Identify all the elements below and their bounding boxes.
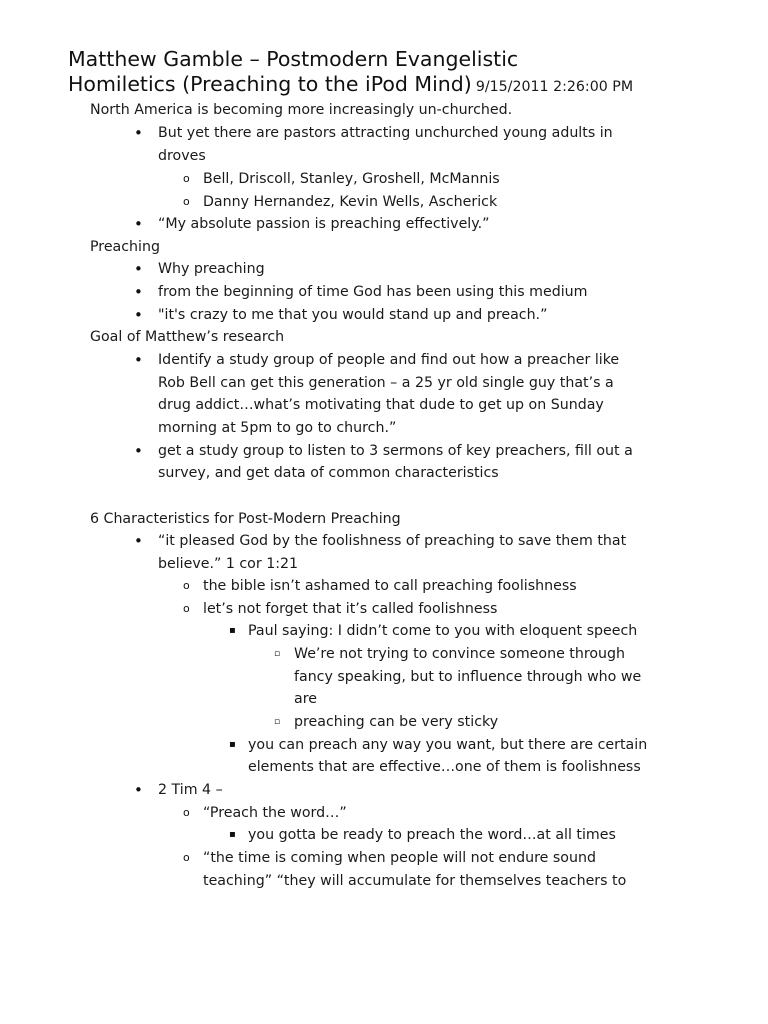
bullet-disc: • [134,124,143,142]
list-item-text: We’re not trying to convince someone through [294,646,626,662]
bullet-disc: • [134,351,143,369]
list-item-text: from the beginning of time God has been using this medium [158,284,588,300]
bullet-square: ▪ [229,829,236,840]
bullet-circle: o [183,195,190,208]
document-title-text: Homiletics (Preaching to the iPod Mind) [68,72,472,96]
list-item-text: Bell, Driscoll, Stanley, Groshell, McMannis [203,171,500,187]
list-item-text: Rob Bell can get this generation – a 25 yr old single guy that’s a [158,375,614,391]
bullet-square-outline: ▫ [274,717,281,727]
list-item-text: drug addict…what’s motivating that dude to get up on Sunday [158,397,604,413]
list-item-text: get a study group to listen to 3 sermons of key preachers, fill out a [158,443,633,459]
list-item-text: “Preach the word…” [203,805,347,821]
list-item-text: believe.” 1 cor 1:21 [158,556,299,572]
bullet-circle: o [183,806,190,819]
bullet-disc: • [134,442,143,460]
list-item-text: you gotta be ready to preach the word…at all times [248,827,616,843]
bullet-disc: • [134,306,143,324]
list-item-text: Danny Hernandez, Kevin Wells, Ascherick [203,194,498,210]
document-timestamp: 9/15/2011 2:26:00 PM [475,79,634,95]
bullet-square-outline: ▫ [274,649,281,659]
bullet-disc: • [134,260,143,278]
bullet-circle: o [183,602,190,615]
list-item-text: are [294,691,317,707]
section-heading: Preaching [90,239,160,255]
bullet-circle: o [183,172,190,185]
document-title-line-1: Matthew Gamble – Postmodern Evangelistic [68,47,519,71]
list-item-text: morning at 5pm to go to church.” [158,420,397,436]
bullet-circle: o [183,579,190,592]
list-item-text: preaching can be very sticky [294,714,499,730]
list-item-text: droves [158,148,206,164]
list-item-text: “My absolute passion is preaching effectively.” [158,216,490,232]
list-item-text: teaching” “they will accumulate for themselves teachers to [203,873,627,889]
list-item-text: elements that are effective…one of them is foolishness [248,759,641,775]
section-heading: Goal of Matthew’s research [90,329,285,345]
bullet-disc: • [134,215,143,233]
list-item-text: let’s not forget that it’s called foolishness [203,601,498,617]
bullet-disc: • [134,283,143,301]
section-heading: North America is becoming more increasingly un-churched. [90,102,513,118]
list-item-text: Why preaching [158,261,265,277]
list-item-text: survey, and get data of common characteristics [158,465,499,481]
list-item-text: "it's crazy to me that you would stand up and preach.” [158,307,548,323]
document-title-line-2 [68,72,633,99]
list-item-text: you can preach any way you want, but there are certain [248,737,648,753]
bullet-disc: • [134,532,143,550]
section-heading: 6 Characteristics for Post-Modern Preaching [90,511,401,527]
list-item-text: But yet there are pastors attracting unchurched young adults in [158,125,613,141]
bullet-square: ▪ [229,739,236,750]
list-item-text: 2 Tim 4 – [158,782,223,798]
list-item-text: “the time is coming when people will not endure sound [203,850,596,866]
list-item-text: the bible isn’t ashamed to call preaching foolishness [203,578,577,594]
list-item-text: Identify a study group of people and find out how a preacher like [158,352,620,368]
list-item-text: “it pleased God by the foolishness of preaching to save them that [158,533,627,549]
bullet-circle: o [183,851,190,864]
list-item-text: Paul saying: I didn’t come to you with eloquent speech [248,623,638,639]
bullet-disc: • [134,781,143,799]
list-item-text: fancy speaking, but to influence through who we [294,669,642,685]
bullet-square: ▪ [229,625,236,636]
